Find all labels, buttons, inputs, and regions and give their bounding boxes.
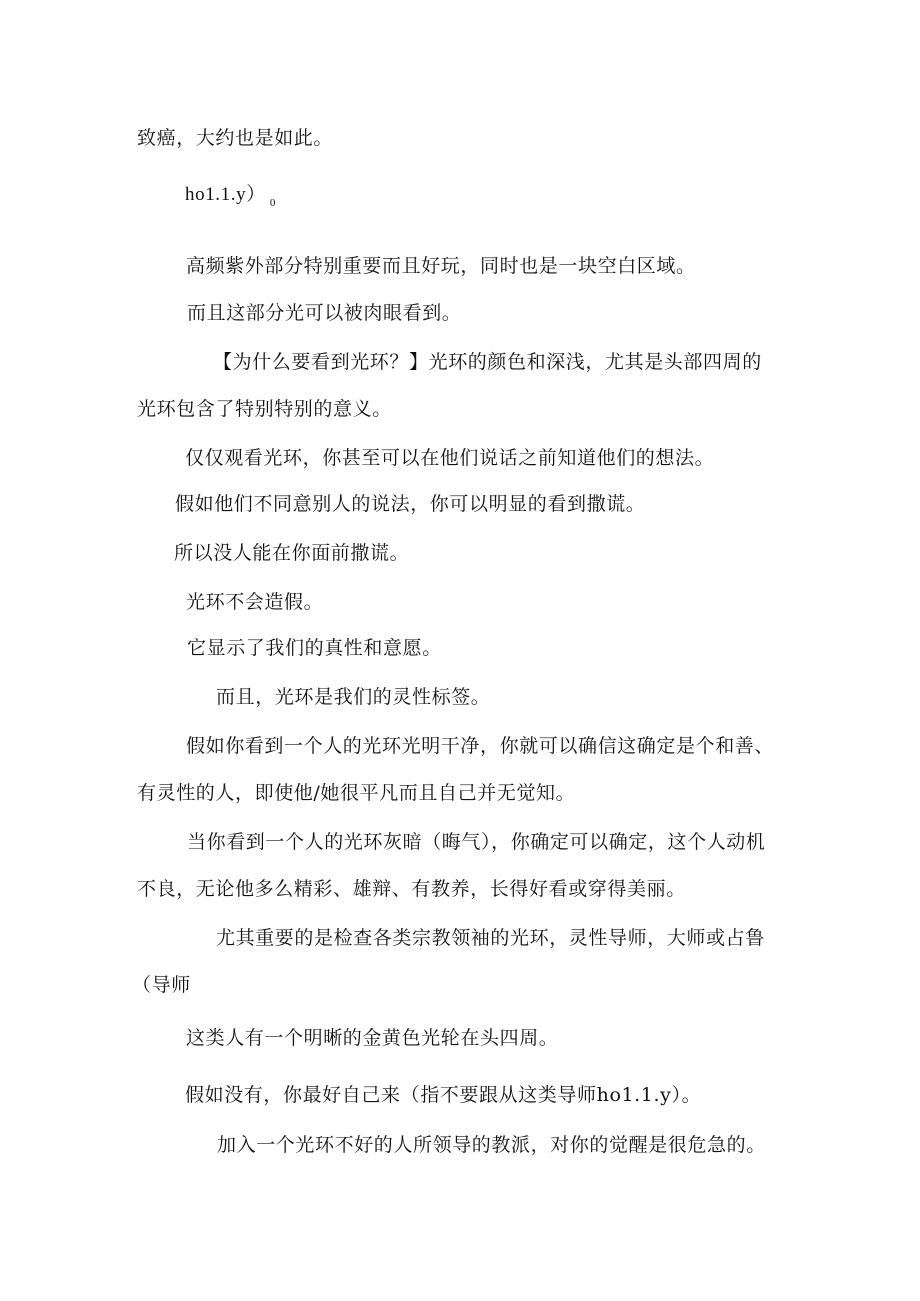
text-line: （导师 <box>132 974 191 996</box>
text-line: 当你看到一个人的光环灰暗（晦气），你确定可以确定，这个人动机 <box>187 831 766 853</box>
text-line: 所以没人能在你面前撒谎。 <box>174 542 410 564</box>
text-line: 尤其重要的是检查各类宗教领袖的光环，灵性导师，大师或占鲁 <box>216 927 765 949</box>
text-line: 有灵性的人，即使他/她很平凡而且自己并无觉知。 <box>137 782 576 804</box>
text-line: 仅仅观看光环，你甚至可以在他们说话之前知道他们的想法。 <box>185 447 715 469</box>
text-line: 光环不会造假。 <box>186 591 324 613</box>
text-line: 【为什么要看到光环？】光环的颜色和深浅，尤其是头部四周的 <box>213 351 762 373</box>
text-line: 不良，无论他多么精彩、雄辩、有教养，长得好看或穿得美丽。 <box>137 878 686 900</box>
text-line: 这类人有一个明晰的金黄色光轮在头四周。 <box>186 1027 559 1049</box>
text-fragment: ho1.1.y） <box>185 184 266 205</box>
text-line: 光环包含了特别特别的意义。 <box>137 398 392 420</box>
text-line: 高频紫外部分特别重要而且好玩，同时也是一块空白区域。 <box>186 255 696 277</box>
subscript-marker: 0 <box>269 197 276 209</box>
text-line: 假如他们不同意别人的说法，你可以明显的看到撒谎。 <box>175 493 646 515</box>
text-line: 它显示了我们的真性和意愿。 <box>187 637 442 659</box>
text-line: 假如没有，你最好自己来（指不要跟从这类导师ho1.1.y）。 <box>185 1084 702 1106</box>
text-line: 加入一个光环不好的人所领导的教派，对你的觉醒是很危急的。 <box>217 1134 766 1156</box>
text-line: 假如你看到一个人的光环光明干净，你就可以确信这确定是个和善、 <box>186 735 775 757</box>
text-line: 而且，光环是我们的灵性标签。 <box>216 686 491 708</box>
text-line: 而且这部分光可以被肉眼看到。 <box>187 302 462 324</box>
text-line: 致癌，大约也是如此。 <box>137 127 334 149</box>
text-line <box>185 183 276 209</box>
